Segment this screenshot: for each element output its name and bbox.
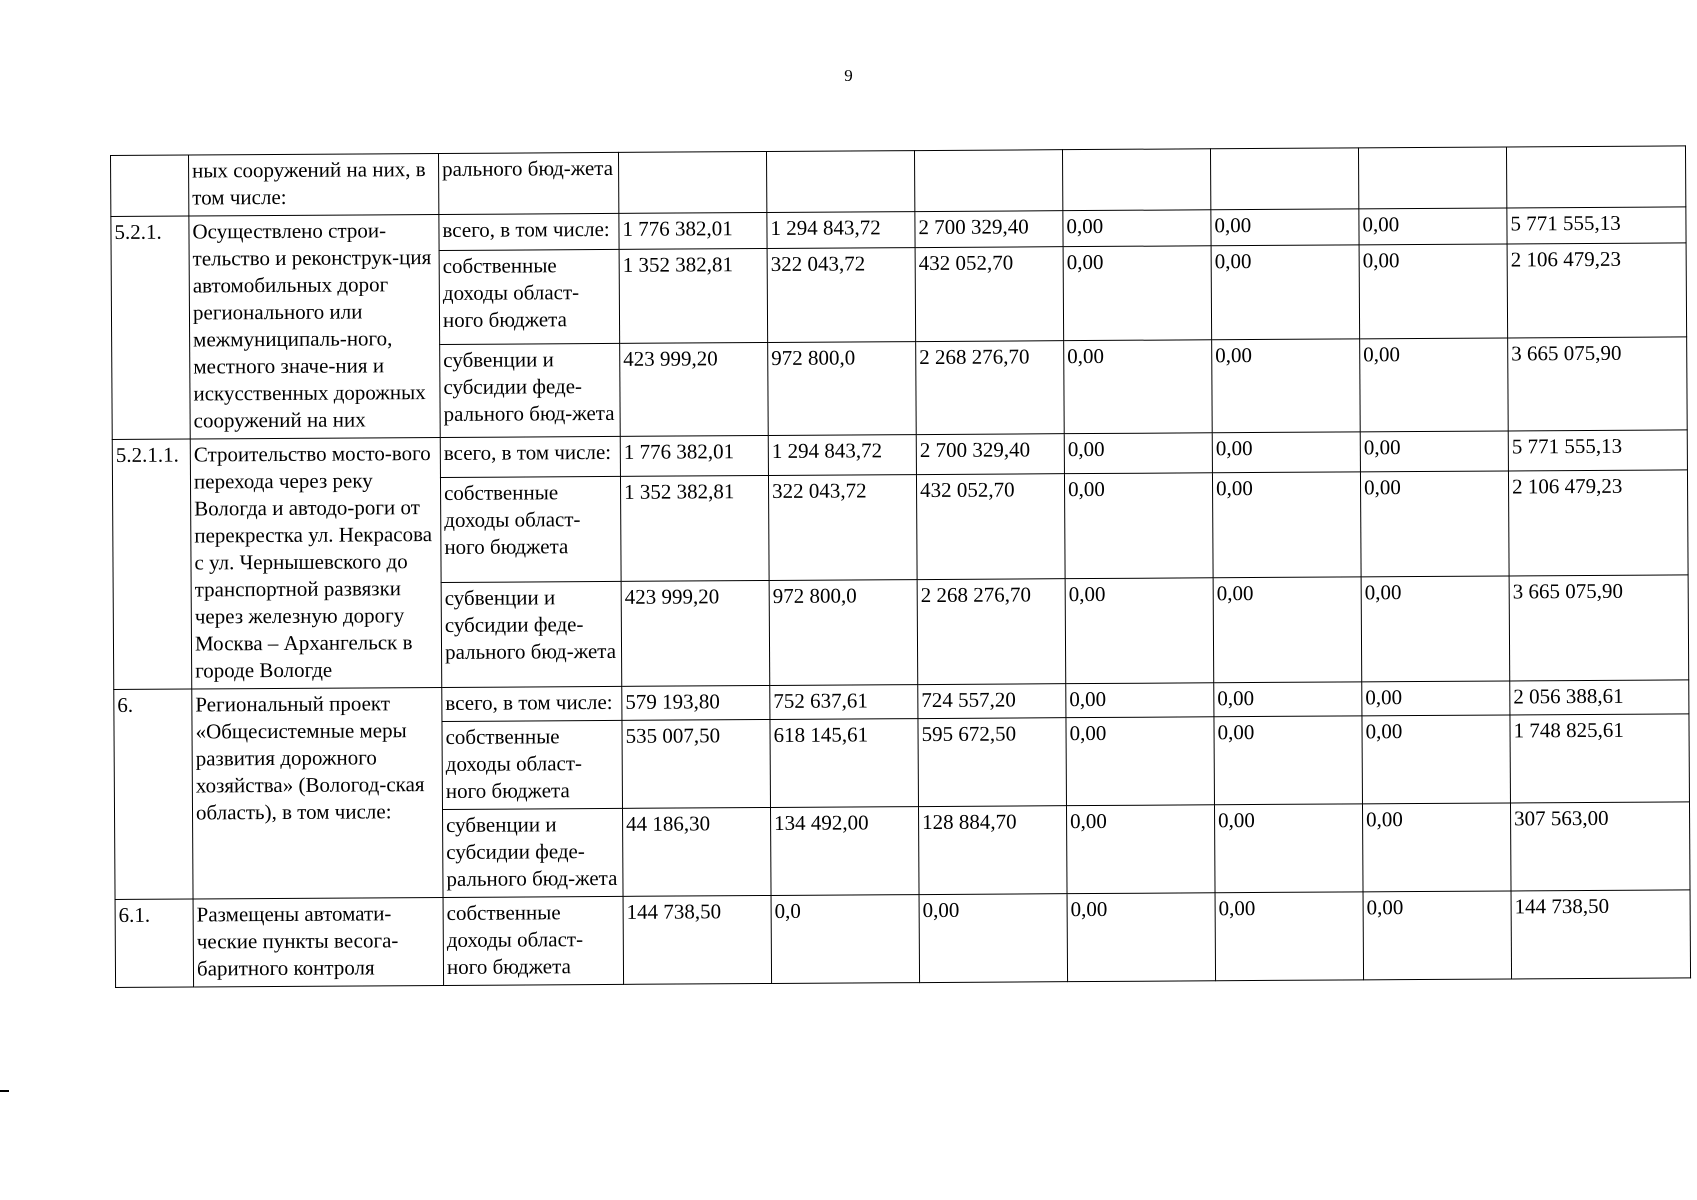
funding-source-cell: собственные доходы област-ного бюджета <box>443 896 624 985</box>
value-cell <box>1358 147 1506 209</box>
total-cell: 3 665 075,90 <box>1509 575 1689 681</box>
value-cell: 0,00 <box>1214 804 1363 893</box>
budget-table <box>110 145 1691 988</box>
total-cell: 2 106 479,23 <box>1507 243 1687 338</box>
table-row <box>115 890 1691 988</box>
total-cell: 2 056 388,61 <box>1510 680 1689 715</box>
value-cell: 0,00 <box>1362 715 1511 804</box>
funding-source-cell: собственные доходы област-ного бюджета <box>439 249 620 344</box>
value-cell: 0,0 <box>771 895 920 984</box>
value-cell: 0,00 <box>1214 682 1362 717</box>
funding-source-cell: рального бюд-жета <box>438 152 618 214</box>
funding-source-cell: субвенции и субсидии феде-рального бюд-жета <box>440 343 621 438</box>
value-cell <box>1210 148 1358 210</box>
value-cell: 0,00 <box>1212 472 1361 578</box>
funding-source-cell: всего, в том числе: <box>439 213 619 250</box>
value-cell: 972 800,0 <box>769 580 918 686</box>
total-cell: 2 106 479,23 <box>1508 470 1688 576</box>
value-cell <box>618 151 766 213</box>
value-cell: 0,00 <box>1212 338 1361 432</box>
measure-name-cell: Региональный проект «Общесистемные меры развития дорожного хозяйства» (Вологод-ская область), в том числе: <box>192 687 443 899</box>
total-cell: 1 748 825,61 <box>1510 714 1690 803</box>
value-cell: 0,00 <box>919 894 1068 983</box>
value-cell: 0,00 <box>1066 717 1215 806</box>
margin-mark <box>0 1090 9 1092</box>
value-cell: 0,00 <box>1066 683 1214 718</box>
value-cell: 322 043,72 <box>768 475 917 581</box>
row-number-cell <box>111 155 189 216</box>
funding-source-cell: собственные доходы област-ного бюджета <box>440 477 621 583</box>
total-cell: 5 771 555,13 <box>1508 430 1687 472</box>
value-cell: 128 884,70 <box>918 806 1067 895</box>
funding-source-cell: всего, в том числе: <box>442 686 622 721</box>
value-cell: 0,00 <box>1214 716 1363 805</box>
value-cell: 0,00 <box>1212 432 1360 473</box>
measure-name-cell: ных сооружений на них, в том числе: <box>189 153 439 216</box>
value-cell <box>1062 149 1210 211</box>
value-cell: 0,00 <box>1361 576 1510 682</box>
page-number: 9 <box>844 66 853 85</box>
value-cell: 1 776 382,01 <box>620 435 768 476</box>
value-cell <box>766 151 914 213</box>
value-cell: 432 052,70 <box>915 247 1064 341</box>
value-cell: 134 492,00 <box>770 807 919 896</box>
value-cell: 0,00 <box>1360 471 1509 577</box>
funding-source-cell: собственные доходы област-ного бюджета <box>442 720 623 809</box>
value-cell: 618 145,61 <box>770 719 919 808</box>
value-cell: 724 557,20 <box>918 684 1066 719</box>
value-cell: 0,00 <box>1064 433 1212 474</box>
value-cell: 44 186,30 <box>623 807 772 896</box>
value-cell: 1 294 843,72 <box>767 212 915 249</box>
value-cell: 595 672,50 <box>918 718 1067 807</box>
value-cell: 322 043,72 <box>767 248 916 342</box>
value-cell: 0,00 <box>1211 209 1359 246</box>
total-cell: 307 563,00 <box>1510 802 1690 891</box>
funding-source-cell: субвенции и субсидии феде-рального бюд-жета <box>441 582 622 688</box>
value-cell: 0,00 <box>1363 891 1512 980</box>
value-cell: 1 294 843,72 <box>768 435 916 476</box>
value-cell: 2 700 329,40 <box>915 211 1063 248</box>
value-cell: 0,00 <box>1359 244 1508 338</box>
total-cell: 5 771 555,13 <box>1507 207 1686 244</box>
value-cell: 2 700 329,40 <box>916 434 1064 475</box>
value-cell: 0,00 <box>1215 892 1364 981</box>
total-cell <box>1506 146 1685 208</box>
row-number-cell: 5.2.1.1. <box>112 439 192 689</box>
value-cell: 0,00 <box>1211 245 1360 339</box>
row-number-cell: 6. <box>114 689 193 899</box>
value-cell: 144 738,50 <box>623 895 772 984</box>
value-cell: 2 268 276,70 <box>916 340 1065 434</box>
total-cell: 3 665 075,90 <box>1508 336 1688 431</box>
row-number-cell: 5.2.1. <box>111 216 190 439</box>
value-cell: 579 193,80 <box>622 685 770 720</box>
value-cell: 0,00 <box>1362 803 1511 892</box>
value-cell: 0,00 <box>1359 208 1507 245</box>
value-cell: 0,00 <box>1064 339 1213 433</box>
row-number-cell: 6.1. <box>115 899 194 987</box>
value-cell: 423 999,20 <box>620 342 769 436</box>
measure-name-cell: Размещены автомати-ческие пункты весога-баритного контроля <box>193 897 444 987</box>
value-cell: 1 776 382,01 <box>619 212 767 249</box>
value-cell: 0,00 <box>1213 577 1362 683</box>
table-row <box>111 146 1686 217</box>
value-cell: 1 352 382,81 <box>619 249 768 343</box>
total-cell: 144 738,50 <box>1511 890 1691 979</box>
value-cell: 752 637,61 <box>770 685 918 720</box>
value-cell: 0,00 <box>1065 578 1214 684</box>
value-cell: 0,00 <box>1360 337 1509 431</box>
funding-source-cell: субвенции и субсидии феде-рального бюд-жета <box>443 808 624 897</box>
value-cell: 423 999,20 <box>621 581 770 687</box>
value-cell: 0,00 <box>1063 210 1211 247</box>
value-cell: 0,00 <box>1067 893 1216 982</box>
measure-name-cell: Осуществлено строи-тельство и реконструк-ция автомобильных дорог регионального или межмуниципаль-ного, местного значе-ния и искусственных дорожных сооружений на них <box>189 214 440 439</box>
value-cell: 972 800,0 <box>768 341 917 435</box>
value-cell: 0,00 <box>1066 805 1215 894</box>
value-cell: 0,00 <box>1064 473 1213 579</box>
value-cell: 1 352 382,81 <box>620 476 769 582</box>
value-cell: 2 268 276,70 <box>917 579 1066 685</box>
value-cell: 0,00 <box>1360 431 1508 472</box>
value-cell: 0,00 <box>1362 681 1510 716</box>
value-cell: 0,00 <box>1063 246 1212 340</box>
table-body <box>111 146 1691 988</box>
value-cell: 432 052,70 <box>916 474 1065 580</box>
funding-source-cell: всего, в том числе: <box>440 436 620 478</box>
measure-name-cell: Строительство мосто-вого перехода через реку Вологда и автодо-роги от перекрестка ул. Некрасова с ул. Чернышевского до транспортной развязки через железную дорогу Москва – Архангельск в городе Вологде <box>190 437 442 689</box>
value-cell <box>914 150 1062 212</box>
value-cell: 535 007,50 <box>622 719 771 808</box>
